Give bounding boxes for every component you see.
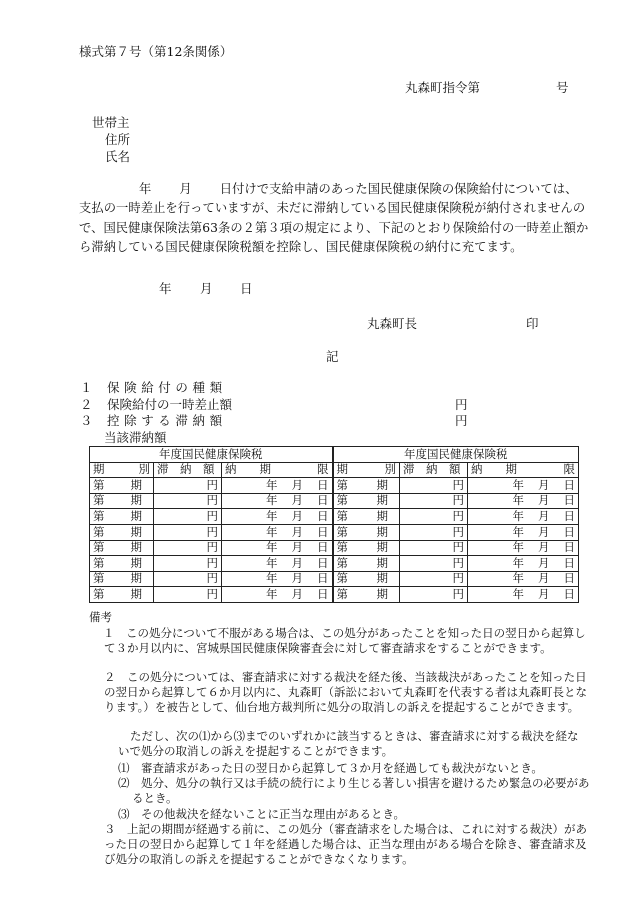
due-date-cell: 年 月 日 xyxy=(222,524,333,540)
col-amount: 滞 納 額 xyxy=(154,462,222,478)
table-row xyxy=(90,509,579,525)
group-header-right: 年度国民健康保険税 xyxy=(333,447,579,463)
table-row xyxy=(90,524,579,540)
amount-cell: 円 xyxy=(400,540,468,556)
table-row xyxy=(90,556,579,572)
amount-cell: 円 xyxy=(400,478,468,494)
amount-cell: 円 xyxy=(400,587,468,603)
seal-mark: 印 xyxy=(526,316,539,331)
notice-body xyxy=(79,180,589,258)
due-date-cell: 年 月 日 xyxy=(222,493,333,509)
period-cell: 第 期 xyxy=(90,509,154,525)
period-cell: 第 期 xyxy=(333,571,400,587)
table-row xyxy=(90,587,579,603)
issue-date-month: 月 xyxy=(200,281,213,296)
due-date-cell: 年 月 日 xyxy=(468,540,579,556)
due-date-cell: 年 月 日 xyxy=(468,587,579,603)
item-deducted-arrears: ３ 控除する滞納額 xyxy=(80,413,227,428)
due-date-cell: 年 月 日 xyxy=(468,524,579,540)
period-cell: 第 期 xyxy=(333,493,400,509)
note-3: ３ 上記の期間が経過する前に、この処分（審査請求をした場合は、これに対する裁決）があった日の翌日から起算して１年を経過した場合は、正当な理由がある場合を除き、審査請求及び処分の取消しの訴えを提起することができなくなります。 xyxy=(104,822,587,867)
amount-cell: 円 xyxy=(154,493,222,509)
body-month: 月 xyxy=(179,182,192,196)
body-year: 年 xyxy=(139,182,152,196)
mayor-title: 丸森町長 xyxy=(367,316,418,331)
due-date-cell: 年 月 日 xyxy=(222,509,333,525)
period-cell: 第 期 xyxy=(90,587,154,603)
issue-date-year: 年 xyxy=(159,281,172,296)
period-cell: 第 期 xyxy=(90,571,154,587)
period-cell: 第 期 xyxy=(90,540,154,556)
amount-cell: 円 xyxy=(400,571,468,587)
period-cell: 第 期 xyxy=(333,524,400,540)
period-cell: 第 期 xyxy=(90,478,154,494)
amount-cell: 円 xyxy=(400,509,468,525)
item-withheld-amount: ２ 保険給付の一時差止額 xyxy=(80,397,233,412)
body-text: 日付けで支給申請のあった国民健康保険の保険給付については、支払の一時差止を行っていますが、未だに滞納している国民健康保険税が納付されませんので、国民健康保険法第63条の２第３項の規定により、下記のとおり保険給付の一時差止額から滞納している国民健康保険税額を控除し、国民健康保険税の納付に充てます。 xyxy=(79,182,589,255)
amount-cell: 円 xyxy=(154,478,222,494)
amount-cell: 円 xyxy=(154,540,222,556)
due-date-cell: 年 月 日 xyxy=(468,556,579,572)
period-cell: 第 期 xyxy=(333,540,400,556)
arrears-table xyxy=(89,446,579,603)
amount-cell: 円 xyxy=(400,556,468,572)
address-label: 住所 xyxy=(105,132,131,147)
table-row xyxy=(90,540,579,556)
deducted-arrears-yen: 円 xyxy=(455,413,468,428)
form-title: 様式第７号（第12条関係） xyxy=(79,44,233,59)
amount-cell: 円 xyxy=(154,587,222,603)
note-sub-1: ⑴ 審査請求があった日の翌日から起算して３か月を経過しても裁決がないとき。 xyxy=(118,761,543,775)
table-row xyxy=(90,571,579,587)
group-header-left: 年度国民健康保険税 xyxy=(90,447,333,463)
note-1: １ この処分について不服がある場合は、この処分があったことを知った日の翌日から起算して３か月以内に、宮城県国民健康保険審査会に対して審査請求をすることができます。 xyxy=(103,626,586,656)
period-cell: 第 期 xyxy=(333,478,400,494)
col-due-date: 納 期 限 xyxy=(222,462,333,478)
notes-title: 備考 xyxy=(89,610,112,624)
name-label: 氏名 xyxy=(105,149,131,164)
table-column-header-row xyxy=(90,462,579,478)
amount-cell: 円 xyxy=(154,556,222,572)
due-date-cell: 年 月 日 xyxy=(222,540,333,556)
issue-date-day: 日 xyxy=(240,281,253,296)
col-amount: 滞 納 額 xyxy=(400,462,468,478)
reference-number-prefix: 丸森町指令第 xyxy=(405,80,481,95)
due-date-cell: 年 月 日 xyxy=(222,571,333,587)
reference-number-suffix: 号 xyxy=(556,80,569,95)
note-sub-3: ⑶ その他裁決を経ないことに正当な理由があるとき。 xyxy=(118,807,406,821)
due-date-cell: 年 月 日 xyxy=(468,493,579,509)
withheld-amount-yen: 円 xyxy=(455,397,468,412)
col-due-date: 納 期 限 xyxy=(468,462,579,478)
period-cell: 第 期 xyxy=(90,524,154,540)
amount-cell: 円 xyxy=(400,493,468,509)
due-date-cell: 年 月 日 xyxy=(222,587,333,603)
period-cell: 第 期 xyxy=(90,493,154,509)
amount-cell: 円 xyxy=(154,524,222,540)
item-benefit-type: １ 保険給付の種類 xyxy=(80,380,227,395)
period-cell: 第 期 xyxy=(90,556,154,572)
table-row xyxy=(90,493,579,509)
amount-cell: 円 xyxy=(154,571,222,587)
due-date-cell: 年 月 日 xyxy=(468,571,579,587)
period-cell: 第 期 xyxy=(333,556,400,572)
amount-cell: 円 xyxy=(154,509,222,525)
period-cell: 第 期 xyxy=(333,587,400,603)
due-date-cell: 年 月 日 xyxy=(222,478,333,494)
household-head-label: 世帯主 xyxy=(92,115,130,130)
due-date-cell: 年 月 日 xyxy=(468,509,579,525)
col-period: 期 別 xyxy=(333,462,400,478)
table-row xyxy=(90,478,579,494)
ki-heading: 記 xyxy=(326,349,339,364)
note-2: ２ この処分については、審査請求に対する裁決を経た後、当該裁決があったことを知った日の翌日から起算して６か月以内に、丸森町（訴訟において丸森町を代表する者は丸森町長となります。）を被告として、仙台地方裁判所に処分の取消しの訴えを提起することができます。 xyxy=(104,670,587,715)
table-group-header-row xyxy=(90,447,579,463)
due-date-cell: 年 月 日 xyxy=(222,556,333,572)
col-period: 期 別 xyxy=(90,462,154,478)
period-cell: 第 期 xyxy=(333,509,400,525)
due-date-cell: 年 月 日 xyxy=(468,478,579,494)
note-sub-2: ⑵ 処分、処分の執行又は手続の続行により生じる著しい損害を避けるため緊急の必要があるとき。 xyxy=(118,776,590,806)
arrears-label: 当該滞納額 xyxy=(104,430,167,445)
note-2-proviso: ただし、次の⑴から⑶までのいずれかに該当するときは、審査請求に対する裁決を経ないで処分の取消しの訴えを提起することができます。 xyxy=(118,729,579,759)
amount-cell: 円 xyxy=(400,524,468,540)
